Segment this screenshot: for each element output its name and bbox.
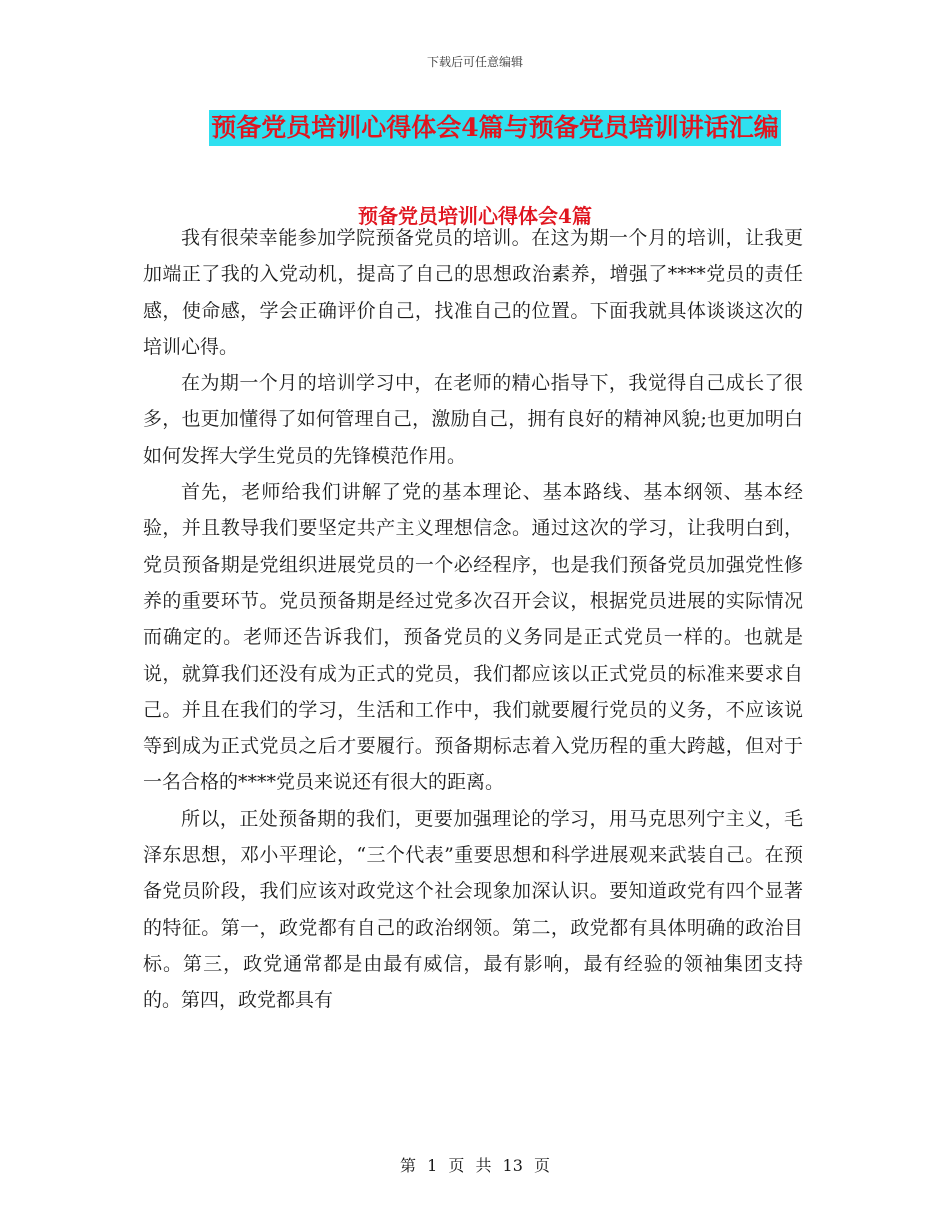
document-body <box>143 220 803 1019</box>
paragraph: 所以，正处预备期的我们，更要加强理论的学习，用马克思列宁主义，毛泽东思想，邓小平理论，“三个代表”重要思想和科学进展观来武装自己。在预备党员阶段，我们应该对政党这个社会现象加深认识。要知道政党有四个显著的特征。第一，政党都有自己的政治纲领。第二，政党都有具体明确的政治目标。第三，政党通常都是由最有威信，最有影响，最有经验的领袖集团支持的。第四，政党都具有 <box>143 807 803 1012</box>
paragraph: 首先，老师给我们讲解了党的基本理论、基本路线、基本纲领、基本经验，并且教导我们要坚定共产主义理想信念。通过这次的学习，让我明白到，党员预备期是党组织进展党员的一个必经程序，也是我们预备党员加强党性修养的重要环节。党员预备期是经过党多次召开会议，根据党员进展的实际情况而确定的。老师还告诉我们，预备党员的义务同是正式党员一样的。也就是说，就算我们还没有成为正式的党员，我们都应该以正式党员的标准来要求自己。并且在我们的学习，生活和工作中，我们就要履行党员的义务，不应该说等到成为正式党员之后才要履行。预备期标志着入党历程的重大跨越，但对于一名合格的****党员来说还有很大的距离。 <box>143 481 803 794</box>
main-title-container <box>0 110 950 146</box>
header-note: 下载后可任意编辑 <box>426 55 523 69</box>
main-title: 预备党员培训心得体会4篇与预备党员培训讲话汇编 <box>209 110 780 146</box>
section-title: 预备党员培训心得体会4篇 <box>358 204 592 228</box>
paragraph: 在为期一个月的培训学习中，在老师的精心指导下，我觉得自己成长了很多，也更加懂得了如何管理自己，激励自己，拥有良好的精神风貌;也更加明白如何发挥大学生党员的先锋模范作用。 <box>143 372 803 467</box>
page-footer: 第 1 页 共 13 页 <box>400 1156 550 1175</box>
paragraph: 我有很荣幸能参加学院预备党员的培训。在这为期一个月的培训，让我更加端正了我的入党动机，提高了自己的思想政治素养，增强了****党员的责任感，使命感，学会正确评价自己，找准自己的位置。下面我就具体谈谈这次的培训心得。 <box>143 227 803 358</box>
